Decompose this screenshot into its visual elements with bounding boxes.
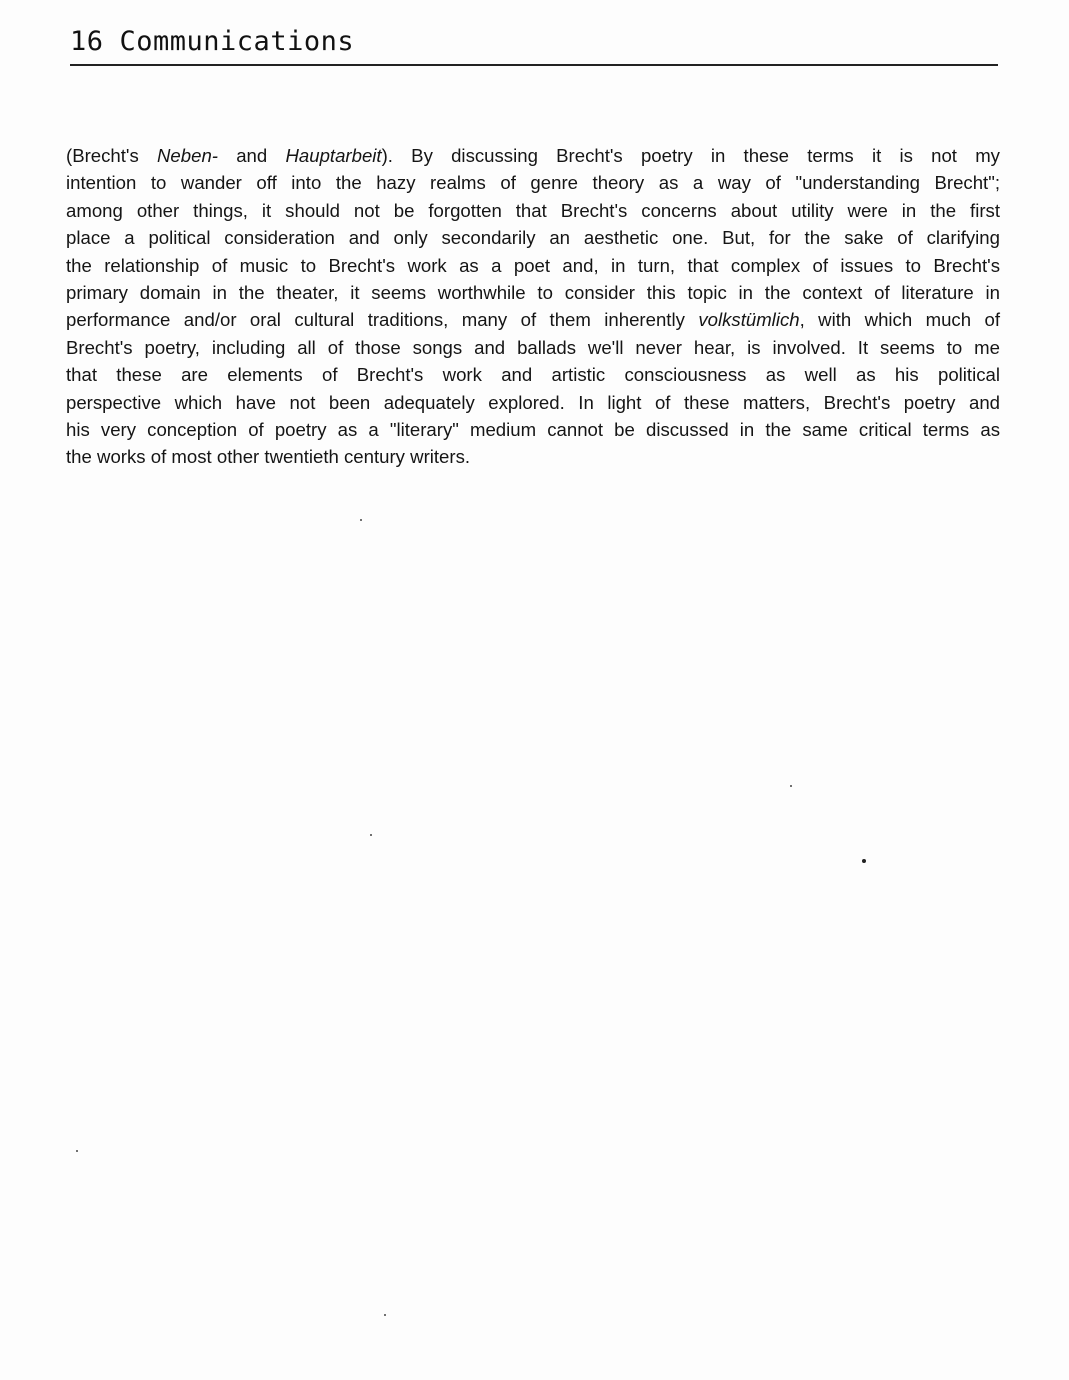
body-paragraph bbox=[66, 142, 1000, 471]
text-line-9: that these are elements of Brecht's work and artistic consciousness as well as his political bbox=[66, 364, 1000, 386]
text-line-10: perspective which have not been adequately explored. In light of these matters, Brecht's poetry and bbox=[66, 391, 1000, 413]
scan-speck bbox=[790, 785, 792, 787]
italic-term-hauptarbeit: Hauptarbeit bbox=[285, 145, 382, 166]
text-line-8: Brecht's poetry, including all of those songs and ballads we'll never hear, is involved. It seems to me bbox=[66, 336, 1000, 358]
italic-term-neben: Neben- bbox=[157, 145, 218, 166]
text-line-3: among other things, it should not be forgotten that Brecht's concerns about utility were in the first bbox=[66, 199, 1000, 221]
text-line-1: (Brecht's Neben- and Hauptarbeit). By discussing Brecht's poetry in these terms it is not my bbox=[66, 145, 1000, 166]
text-line-11: his very conception of poetry as a "literary" medium cannot be discussed in the same critical terms as bbox=[66, 419, 1000, 441]
scan-speck bbox=[76, 1150, 78, 1152]
section-title: Communications bbox=[119, 26, 355, 57]
text-line-4: place a political consideration and only secondarily an aesthetic one. But, for the sake of clarifying bbox=[66, 227, 1000, 249]
scan-speck bbox=[862, 859, 866, 863]
page-number: 16 bbox=[70, 26, 104, 57]
text-line-2: intention to wander off into the hazy realms of genre theory as a way of "understanding Brecht"; bbox=[66, 172, 1000, 194]
text-line-6: primary domain in the theater, it seems worthwhile to consider this topic in the context of literature in bbox=[66, 282, 1000, 304]
scan-speck bbox=[370, 834, 372, 836]
scan-speck bbox=[384, 1314, 386, 1316]
italic-term-volkstumlich: volkstümlich bbox=[698, 309, 800, 331]
text-line-7: performance and/or oral cultural traditions, many of them inherently volkstümlich, with which much of bbox=[66, 309, 1000, 331]
text-line-5: the relationship of music to Brecht's work as a poet and, in turn, that complex of issues to Brecht's bbox=[66, 254, 1000, 276]
scan-speck bbox=[360, 519, 362, 521]
running-header bbox=[70, 24, 998, 66]
text-line-12: the works of most other twentieth century writers. bbox=[66, 446, 471, 468]
